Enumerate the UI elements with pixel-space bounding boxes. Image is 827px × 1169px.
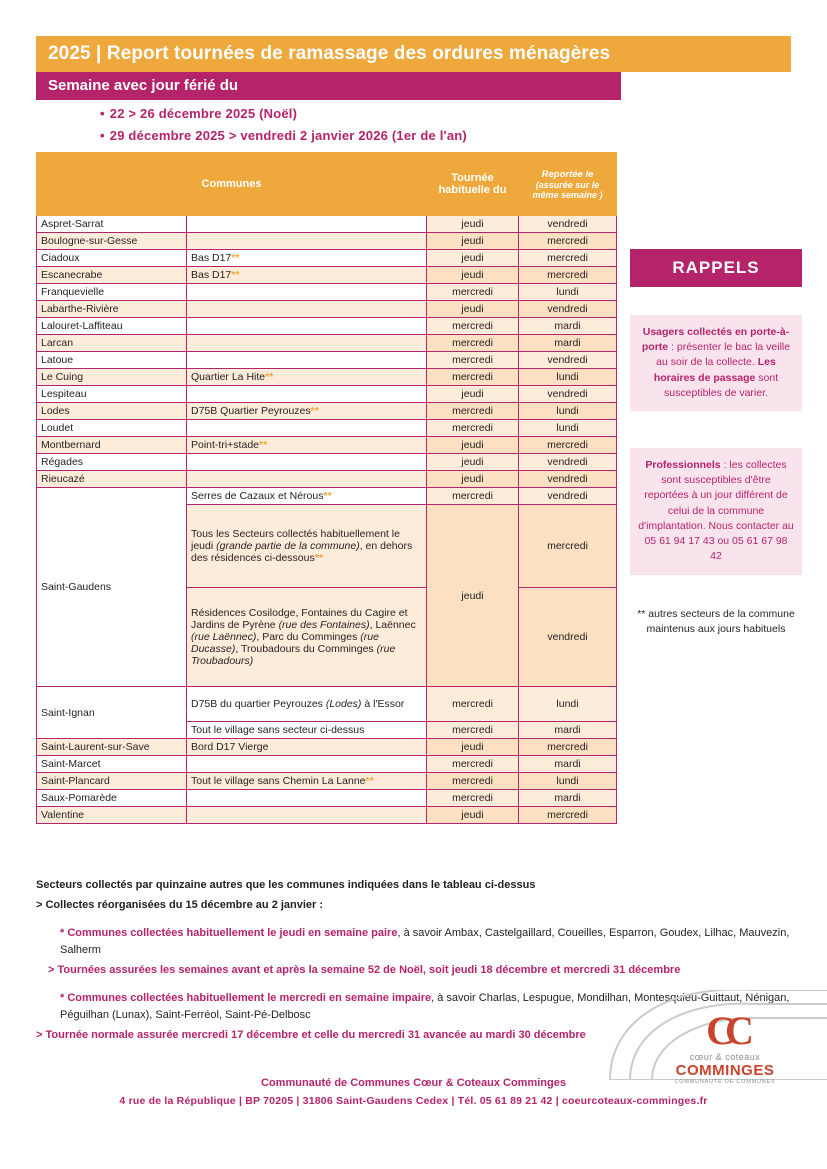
column-header-reportee-sub: (assurée sur le même semaine ) — [532, 179, 603, 200]
cell-habituelle: jeudi — [427, 454, 519, 471]
cell-detail: Tout le village sans Chemin La Lanne** — [187, 773, 427, 790]
note-p2-bold: * Communes collectées habituellement le mercredi en semaine impaire — [60, 992, 432, 1005]
cell-habituelle: mercredi — [427, 687, 519, 722]
table-row — [37, 284, 617, 301]
cell-detail: Tout le village sans secteur ci-dessus — [187, 722, 427, 739]
usagers-bold-2: Les horaires de passage — [653, 356, 776, 384]
cell-habituelle: jeudi — [427, 437, 519, 454]
cell-reportee: mercredi — [519, 437, 617, 454]
cell-detail: Bas D17** — [187, 250, 427, 267]
table-row — [37, 471, 617, 488]
table-row — [37, 352, 617, 369]
column-header-reportee-main: Reportée le — [541, 168, 594, 180]
bullet-icon: • — [100, 128, 105, 143]
footer-line-1: Communauté de Communes Cœur & Coteaux Comminges — [261, 1077, 566, 1089]
cell-habituelle: mercredi — [427, 369, 519, 386]
cell-detail — [187, 454, 427, 471]
table-row — [37, 756, 617, 773]
note-line-2: > Collectes réorganisées du 15 décembre au 2 janvier : — [36, 899, 324, 912]
rappels-box-usagers — [630, 315, 802, 411]
note-p1-sub: > Tournées assurées les semaines avant et après la semaine 52 de Noël, soit jeudi 18 décembre et mercredi 31 décembre — [48, 964, 681, 977]
cell-reportee: lundi — [519, 284, 617, 301]
note-p1-bold: * Communes collectées habituellement le jeudi en semaine paire — [60, 927, 398, 940]
cell-habituelle: jeudi — [427, 250, 519, 267]
cell-detail: Quartier La Hite** — [187, 369, 427, 386]
cell-reportee: mardi — [519, 722, 617, 739]
logo-line-1: cœur & coteaux — [689, 1052, 761, 1062]
cell-reportee: mercredi — [519, 267, 617, 284]
cell-commune: Le Cuing — [37, 369, 187, 386]
bullet-label: 22 > 26 décembre 2025 (Noël) — [109, 106, 298, 121]
cell-commune: Lespiteau — [37, 386, 187, 403]
cell-habituelle: mercredi — [427, 284, 519, 301]
footer-line-2: 4 rue de la République | BP 70205 | 31806 Saint-Gaudens Cedex | Tél. 05 61 89 21 42 | coeurcoteaux-comminges.fr — [119, 1094, 708, 1107]
note-line-1: Secteurs collectés par quinzaine autres que les communes indiquées dans le tableau ci-dessus — [36, 879, 536, 891]
cell-detail: Bas D17** — [187, 267, 427, 284]
cell-reportee: lundi — [519, 687, 617, 722]
cell-detail — [187, 790, 427, 807]
page-subtitle: Semaine avec jour férié du — [48, 77, 239, 94]
note-p2-rest: , à savoir Charlas, Lespugue, Mondilhan, Montesquieu-Guittaut, Nénigan, Péguilhan (Lunax), Saint-Ferréol, Saint-Pé-Delbosc — [60, 992, 790, 1022]
cell-habituelle: mercredi — [427, 790, 519, 807]
cell-commune: Saint-Laurent-sur-Save — [37, 739, 187, 756]
cell-habituelle: mercredi — [427, 318, 519, 335]
cell-habituelle: mercredi — [427, 756, 519, 773]
cell-detail: Serres de Cazaux et Nérous** — [187, 488, 427, 505]
table-row — [37, 386, 617, 403]
table-row — [37, 739, 617, 756]
note-p1-rest: , à savoir Ambax, Castelgaillard, Coueilles, Esparron, Goudex, Lilhac, Mauvezin, Salherm — [60, 927, 790, 957]
cell-habituelle: mercredi — [427, 722, 519, 739]
table-row — [37, 773, 617, 790]
cell-habituelle: jeudi — [427, 233, 519, 250]
cell-commune: Saint-Plancard — [37, 773, 187, 790]
note-p2-sub: > Tournée normale assurée mercredi 17 décembre et celle du mercredi 31 avancée au mardi 30 décembre — [36, 1029, 586, 1042]
cell-commune: Labarthe-Rivière — [37, 301, 187, 318]
cell-reportee: vendredi — [519, 386, 617, 403]
cell-commune: Saint-Gaudens — [37, 488, 187, 687]
cell-reportee: vendredi — [519, 488, 617, 505]
cell-reportee: mercredi — [519, 505, 617, 588]
table-row — [37, 233, 617, 250]
professionnels-bold: Professionnels — [645, 459, 721, 471]
cell-reportee: vendredi — [519, 352, 617, 369]
logo-line-3: COMMUNAUTÉ DE COMMUNES — [674, 1079, 776, 1085]
cell-habituelle: mercredi — [427, 403, 519, 420]
table-row — [37, 335, 617, 352]
logo-line-2: COMMINGES — [675, 1062, 775, 1079]
cell-reportee: mardi — [519, 756, 617, 773]
header-subtitle-bar — [36, 72, 621, 100]
cell-commune: Aspret-Sarrat — [37, 216, 187, 233]
cell-reportee: mercredi — [519, 233, 617, 250]
professionnels-text: : les collectes sont susceptibles d'être reportées à un jour différent de celui de la commune d'implantation. Nous contacter au 05 61 94 17 43 ou 05 61 67 98 42 — [638, 459, 794, 563]
cell-commune: Escanecrabe — [37, 267, 187, 284]
rappels-box-professionnels — [630, 448, 802, 575]
cell-reportee: mercredi — [519, 807, 617, 824]
usagers-text-1: : présenter le bac la veille au soir de la collecte. — [656, 341, 791, 369]
table-row — [37, 488, 617, 505]
cell-commune: Saint-Marcet — [37, 756, 187, 773]
cell-habituelle: jeudi — [427, 216, 519, 233]
cell-reportee: mercredi — [519, 250, 617, 267]
table-row — [37, 369, 617, 386]
cell-commune: Montbernard — [37, 437, 187, 454]
cell-commune: Lalouret-Laffiteau — [37, 318, 187, 335]
cell-habituelle: mercredi — [427, 335, 519, 352]
bullet-item — [100, 128, 620, 143]
table-row — [37, 250, 617, 267]
cell-commune: Larcan — [37, 335, 187, 352]
cell-commune: Régades — [37, 454, 187, 471]
cell-detail — [187, 807, 427, 824]
asterisk-note-text: ** autres secteurs de la commune maintenus aux jours habituels — [637, 608, 795, 636]
cell-commune: Loudet — [37, 420, 187, 437]
rappels-title: RAPPELS — [672, 258, 760, 277]
table-row — [37, 318, 617, 335]
table-row — [37, 437, 617, 454]
cell-detail: D75B du quartier Peyrouzes (Lodes) à l'Essor — [187, 687, 427, 722]
cell-commune: Valentine — [37, 807, 187, 824]
cell-detail — [187, 756, 427, 773]
cell-reportee: lundi — [519, 369, 617, 386]
cell-detail — [187, 386, 427, 403]
cell-commune: Lodes — [37, 403, 187, 420]
cell-detail: Résidences Cosilodge, Fontaines du Cagire et Jardins de Pyrène (rue des Fontaines), Laënnec (rue Laënnec), Parc du Comminges (rue Ducasse), Troubadours du Comminges (rue Troubadours) — [187, 588, 427, 687]
table-row — [37, 454, 617, 471]
cell-reportee: mercredi — [519, 739, 617, 756]
cell-reportee: lundi — [519, 420, 617, 437]
cell-commune: Saux-Pomarède — [37, 790, 187, 807]
header-bullets — [100, 106, 620, 150]
table-row — [37, 301, 617, 318]
cell-commune: Latoue — [37, 352, 187, 369]
cell-detail — [187, 335, 427, 352]
cell-reportee: vendredi — [519, 588, 617, 687]
cell-reportee: lundi — [519, 403, 617, 420]
table-row — [37, 790, 617, 807]
cell-commune: Boulogne-sur-Gesse — [37, 233, 187, 250]
cell-reportee: lundi — [519, 773, 617, 790]
cell-detail — [187, 420, 427, 437]
cell-detail — [187, 471, 427, 488]
usagers-bold-1: Usagers collectés en porte-à-porte — [641, 326, 790, 354]
table-row — [37, 807, 617, 824]
cell-habituelle: jeudi — [427, 301, 519, 318]
cell-commune: Rieucazé — [37, 471, 187, 488]
bullet-label: 29 décembre 2025 > vendredi 2 janvier 2026 (1er de l'an) — [109, 128, 467, 143]
cell-detail: Point-tri+stade** — [187, 437, 427, 454]
cell-reportee: vendredi — [519, 471, 617, 488]
cell-detail — [187, 301, 427, 318]
cell-habituelle: jeudi — [427, 739, 519, 756]
cell-detail — [187, 233, 427, 250]
cell-commune: Franquevielle — [37, 284, 187, 301]
cell-reportee: vendredi — [519, 454, 617, 471]
cell-habituelle: mercredi — [427, 773, 519, 790]
cell-reportee: vendredi — [519, 216, 617, 233]
cell-commune: Saint-Ignan — [37, 687, 187, 739]
bullet-item — [100, 106, 620, 121]
logo-mark: CC — [706, 1008, 744, 1053]
cell-reportee: vendredi — [519, 301, 617, 318]
cell-habituelle: mercredi — [427, 420, 519, 437]
cell-habituelle: jeudi — [427, 471, 519, 488]
cell-detail: Bord D17 Vierge — [187, 739, 427, 756]
cell-reportee: mardi — [519, 335, 617, 352]
asterisk-note — [630, 607, 802, 637]
column-header-habituelle: Tournée habituelle du — [427, 153, 519, 216]
page-title: 2025 | Report tournées de ramassage des ordures ménagères — [48, 43, 611, 64]
usagers-text-2: sont susceptibles de varier. — [664, 371, 779, 399]
table-row — [37, 216, 617, 233]
cell-habituelle: jeudi — [427, 267, 519, 284]
page-footer — [0, 1075, 827, 1109]
cell-habituelle: jeudi — [427, 807, 519, 824]
table-header-row — [37, 153, 617, 216]
header-title-bar — [36, 36, 791, 72]
cell-habituelle: mercredi — [427, 352, 519, 369]
cell-habituelle: mercredi — [427, 488, 519, 505]
cell-detail — [187, 352, 427, 369]
bullet-icon: • — [100, 106, 105, 121]
cell-habituelle: jeudi — [427, 505, 519, 687]
cell-detail — [187, 284, 427, 301]
cell-reportee: mardi — [519, 318, 617, 335]
column-header-communes: Communes — [37, 153, 427, 216]
cell-habituelle: jeudi — [427, 386, 519, 403]
column-header-reportee — [519, 153, 617, 216]
table-row — [37, 403, 617, 420]
table-row — [37, 420, 617, 437]
cell-detail — [187, 318, 427, 335]
collection-schedule-table — [36, 152, 617, 824]
cell-detail — [187, 216, 427, 233]
table-row — [37, 687, 617, 722]
cell-reportee: mardi — [519, 790, 617, 807]
cell-detail: D75B Quartier Peyrouzes** — [187, 403, 427, 420]
cell-commune: Ciadoux — [37, 250, 187, 267]
rappels-header — [630, 249, 802, 287]
table-row — [37, 267, 617, 284]
cell-detail: Tous les Secteurs collectés habituellement le jeudi (grande partie de la commune), en dehors des résidences ci-dessous** — [187, 505, 427, 588]
